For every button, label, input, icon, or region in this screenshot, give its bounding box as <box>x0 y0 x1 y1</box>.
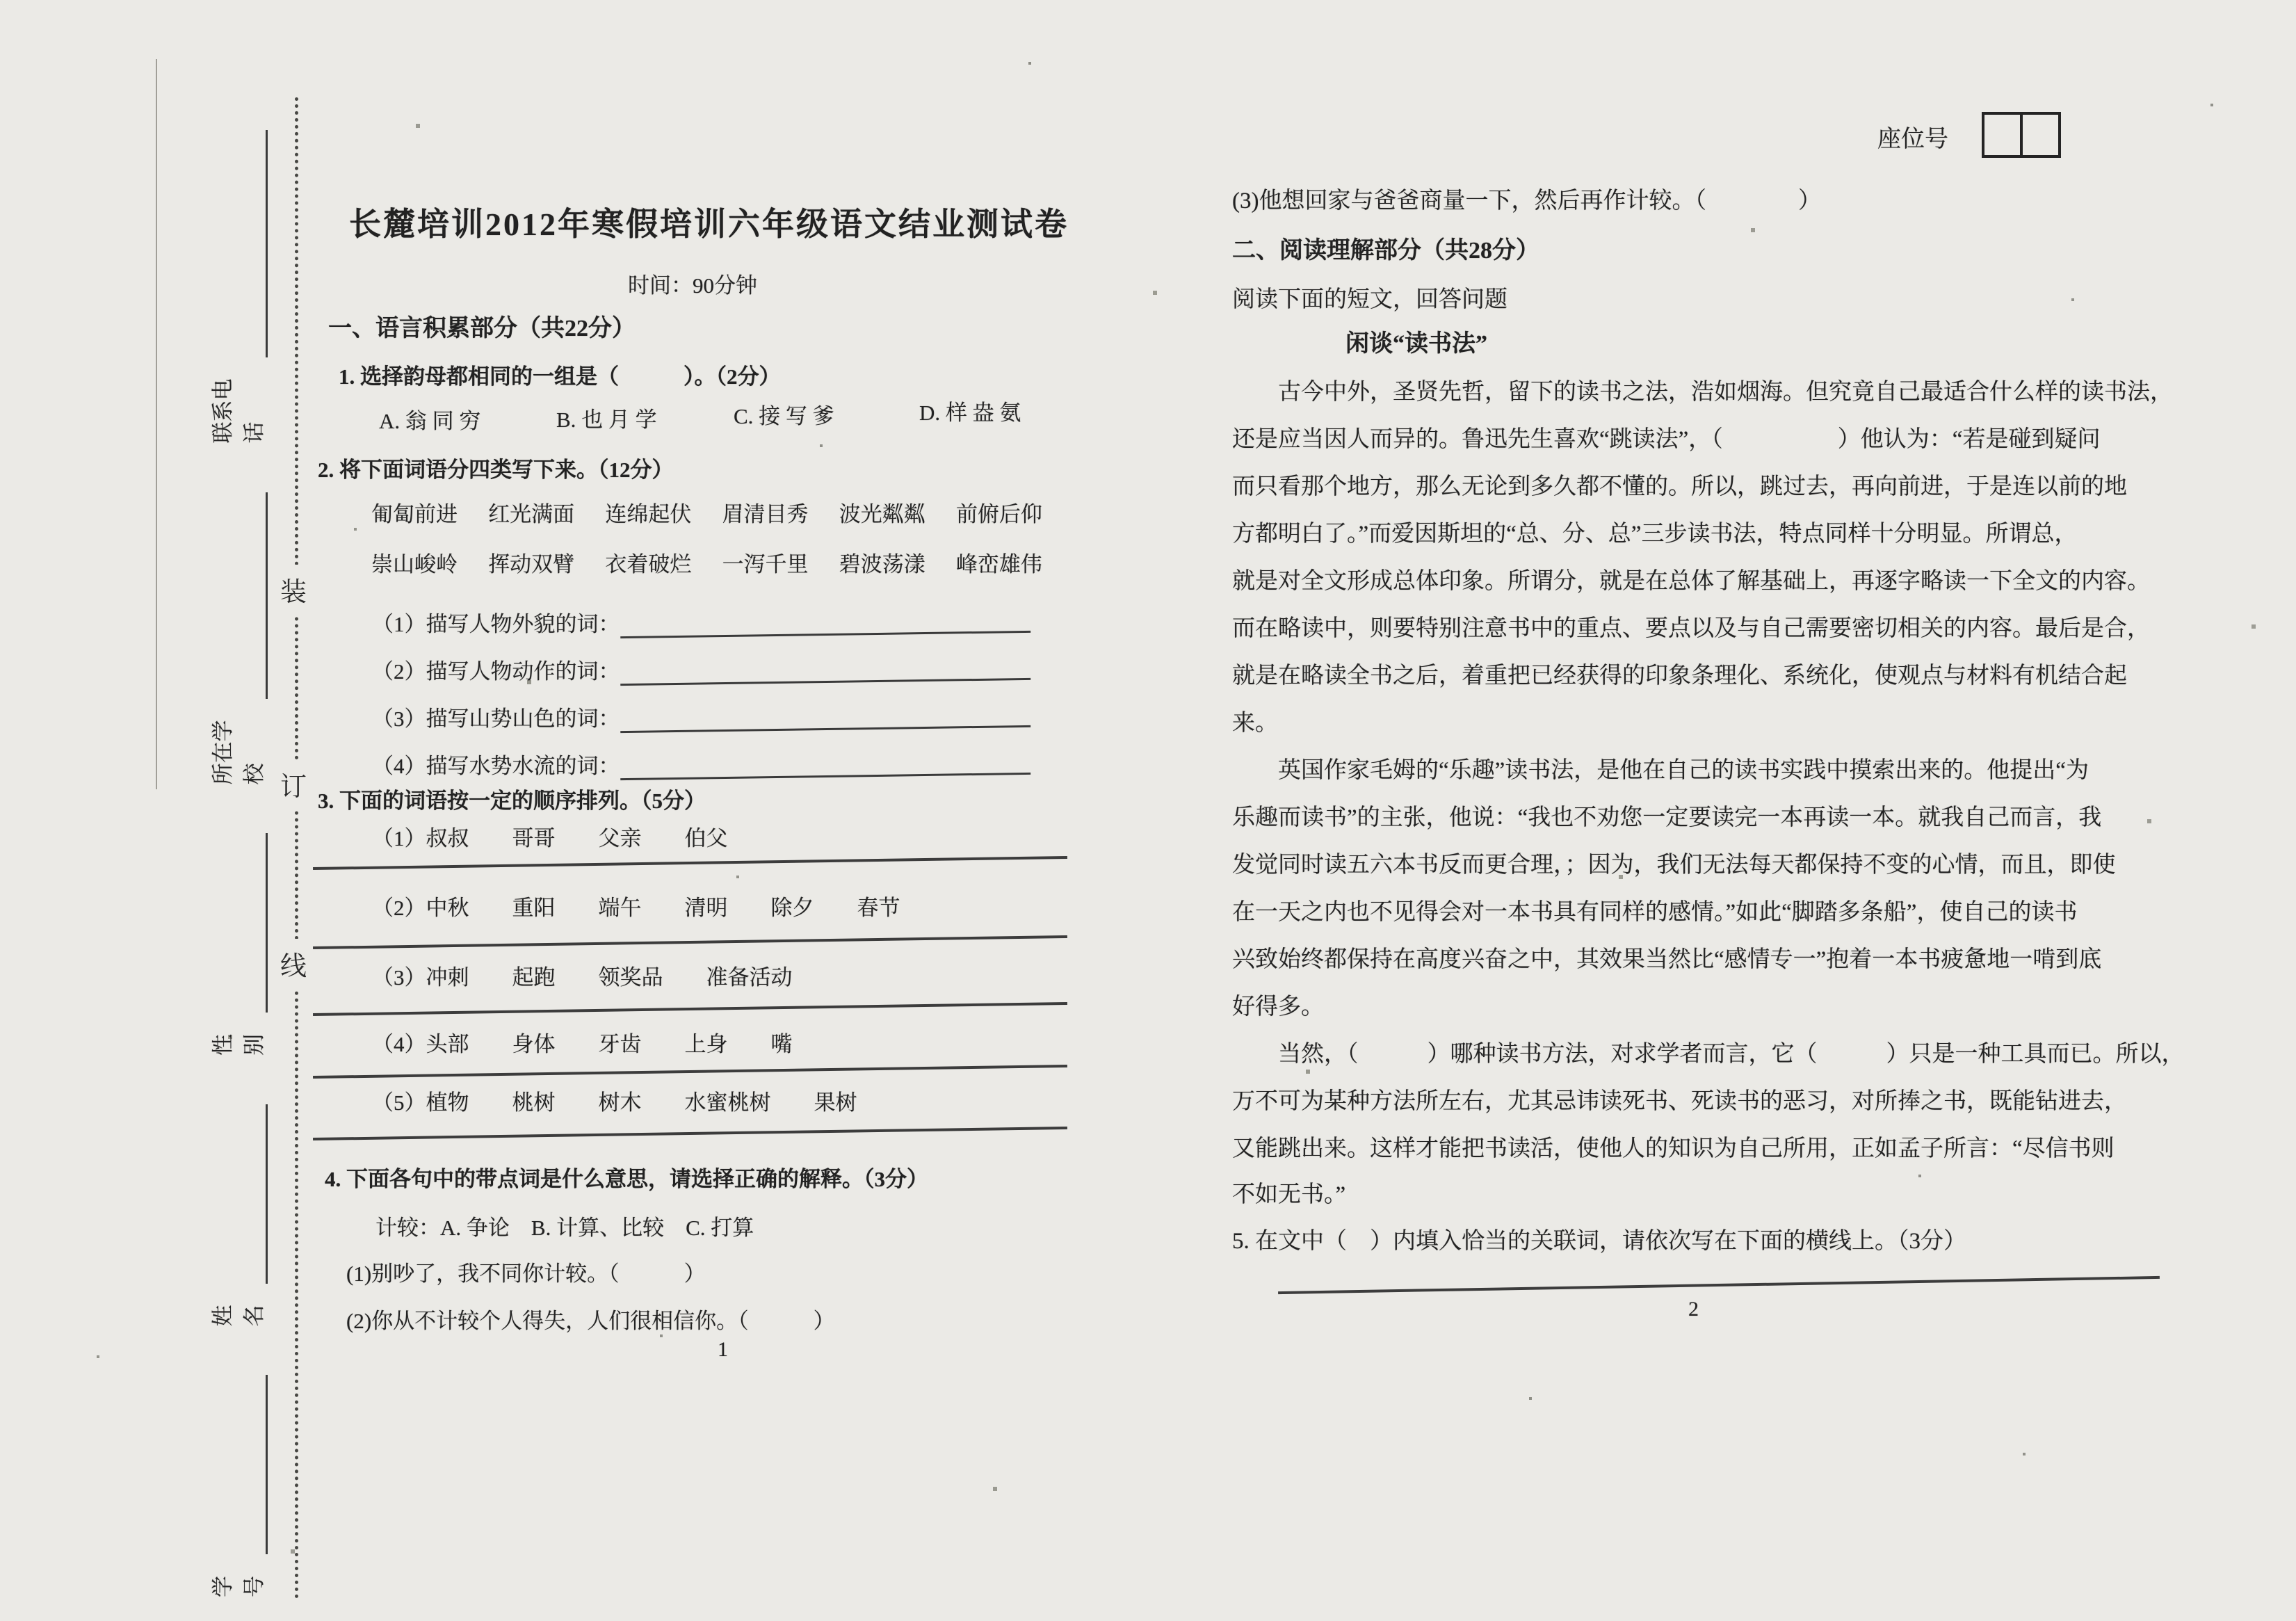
binding-dotted-line <box>295 97 298 1599</box>
q2-stem: 2. 将下面词语分四类写下来。（12分） <box>318 458 674 482</box>
passage-line: 来。 <box>1232 711 1278 736</box>
q2-category-2 <box>372 654 1030 685</box>
passage-line: 好得多。 <box>1232 994 1324 1019</box>
q5-stem: 5. 在文中（ ）内填入恰当的关联词，请依次写在下面的横线上。（3分） <box>1232 1229 1966 1254</box>
q3-stem: 3. 下面的词语按一定的顺序排列。（5分） <box>318 789 706 813</box>
q2-category-label: （1）描写人物外貌的词： <box>372 612 620 636</box>
q2-category-1 <box>372 606 1030 638</box>
student-info-strip <box>211 130 268 1597</box>
exam-duration: 时间：90分钟 <box>628 273 757 298</box>
phone-label: 联系电话 <box>211 378 266 444</box>
scan-edge-line <box>156 59 157 789</box>
q3-answer-line <box>313 1127 1067 1140</box>
q2-answer-line <box>620 607 1030 638</box>
q4-item-2: (2)你从不计较个人得失，人们很相信你。（ ） <box>346 1309 835 1333</box>
student-name-blank-line <box>242 1104 268 1284</box>
q3-item-3: （3）冲刺 起跑 领奖品 准备活动 <box>372 965 793 990</box>
passage-line: 当然，（ ）哪种读书方法，对求学者而言，它（ ）只是一种工具而已。所以， <box>1232 1042 2185 1067</box>
q2-words-row1 <box>371 497 1042 528</box>
q2-answer-line <box>620 654 1030 686</box>
seat-number-box <box>1982 112 2061 158</box>
scan-noise-speckles <box>0 0 1 1</box>
q2-word: 前俯后仰 <box>955 502 1042 526</box>
q2-word: 眉清目秀 <box>722 502 809 526</box>
phone-blank-line <box>242 130 268 358</box>
passage-line: 不如无书。” <box>1232 1182 1346 1207</box>
passage-line: 而在略读中，则要特别注意书中的重点、要点以及与自己需要密切相关的内容。最后是合， <box>1232 616 2150 641</box>
q2-category-label: （3）描写山势山色的词： <box>372 707 620 731</box>
passage-line: 方都明白了。”而爱因斯坦的“总、分、总”三步读书法，特点同样十分明显。所谓总， <box>1232 522 2078 547</box>
q3-item-2: （2）中秋 重阳 端午 清明 除夕 春节 <box>372 896 900 920</box>
q2-word: 挥动双臂 <box>488 552 575 576</box>
passage-line: 古今中外，圣贤先哲，留下的读书之法，浩如烟海。但究竟自己最适合什么样的读书法， <box>1232 380 2173 405</box>
exam-title: 长麓培训2012年寒假培训六年级语文结业测试卷 <box>349 207 1069 242</box>
passage-line: 英国作家毛姆的“乐趣”读书法，是他在自己的读书实践中摸索出来的。他提出“为 <box>1232 758 2089 783</box>
q1-option-c: C. 接 写 爹 <box>734 404 834 428</box>
gender-label: 性别 <box>211 1033 266 1056</box>
q2-word: 匍匐前进 <box>371 502 458 526</box>
passage-line: 又能跳出来。这样才能把书读活，使他人的知识为自己所用，正如孟子所言：“尽信书则 <box>1232 1136 2115 1161</box>
q3-answer-line <box>313 856 1067 870</box>
q4-stem: 4. 下面各句中的带点词是什么意思，请选择正确的解释。（3分） <box>325 1167 928 1191</box>
section2-heading: 二、阅读理解部分（共28分） <box>1232 238 1539 264</box>
q2-word: 连绵起伏 <box>605 502 692 526</box>
school-label: 所在学校 <box>211 720 266 785</box>
gender-blank-line <box>242 833 268 1013</box>
q2-word: 波光粼粼 <box>839 502 925 526</box>
passage-line: 就是对全文形成总体印象。所谓分，就是在总体了解基础上，再逐字略读一下全文的内容。 <box>1232 569 2150 594</box>
q1-stem: 1. 选择韵母都相同的一组是（ ）。（2分） <box>339 364 781 389</box>
q2-category-label: （4）描写水势水流的词： <box>372 754 620 778</box>
seat-number-cell <box>2023 115 2058 155</box>
q3-answer-line <box>313 1065 1067 1079</box>
q4-item-3: (3)他想回家与爸爸商量一下，然后再作计较。（ ） <box>1232 188 1821 213</box>
passage-line: 兴致始终都保持在高度兴奋之中，其效果当然比“感情专一”抱着一本书疲惫地一啃到底 <box>1232 947 2102 972</box>
binding-label-ding: 订 <box>279 759 308 809</box>
passage-line: 乐趣而读书”的主张，他说：“我也不劝您一定要读完一本再读一本。就我自己而言，我 <box>1232 805 2102 830</box>
q2-word: 一泻千里 <box>722 552 809 576</box>
q3-item-1: （1）叔叔 哥哥 父亲 伯父 <box>372 826 728 850</box>
passage-title: 闲谈“读书法” <box>1345 331 1487 357</box>
q3-item-5: （5）植物 桃树 树木 水蜜桃树 果树 <box>372 1090 857 1115</box>
page2-bottom-rule <box>1278 1276 2160 1294</box>
student-id-blank-line <box>242 1375 268 1554</box>
q2-category-label: （2）描写人物动作的词： <box>372 659 620 684</box>
q2-word: 崇山峻岭 <box>371 552 458 576</box>
seat-number-cell <box>1984 115 2023 155</box>
q4-word-options: 计较：A. 争论 B. 计算、比较 C. 打算 <box>375 1216 754 1240</box>
school-blank-line <box>242 492 268 700</box>
page1-number: 1 <box>718 1338 728 1361</box>
q3-answer-line <box>313 935 1067 949</box>
student-id-label: 学号 <box>211 1576 266 1597</box>
passage-line: 而只看那个地方，那么无论到多久都不懂的。所以，跳过去，再向前进，于是连以前的地 <box>1232 474 2127 499</box>
student-name-label: 姓名 <box>211 1305 266 1327</box>
passage-line: 就是在略读全书之后，着重把已经获得的印象条理化、系统化，使观点与材料有机结合起 <box>1232 663 2127 688</box>
passage-line: 还是应当因人而异的。鲁迅先生喜欢“跳读法”，（ ）他认为：“若是碰到疑问 <box>1232 427 2101 452</box>
binding-label-xian: 线 <box>279 939 308 988</box>
passage-line: 在一天之内也不见得会对一本书具有同样的感情。”如此“脚踏多条船”，使自己的读书 <box>1232 900 2078 925</box>
q2-word: 碧波荡漾 <box>839 552 925 576</box>
passage-line: 发觉同时读五六本书反而更合理，；因为，我们无法每天都保持不变的心情，而且，即使 <box>1232 853 2116 878</box>
q2-answer-line <box>620 702 1030 733</box>
q1-option-b: B. 也 月 学 <box>556 408 657 432</box>
q2-words-row2 <box>371 547 1042 578</box>
reading-instruction: 阅读下面的短文，回答问题 <box>1232 287 1507 312</box>
q2-category-3 <box>372 701 1030 732</box>
q2-word: 红光满面 <box>488 502 575 526</box>
q2-answer-line <box>620 749 1030 780</box>
seat-number-label: 座位号 <box>1877 127 1948 152</box>
q2-word: 峰峦雄伟 <box>955 552 1042 576</box>
passage-line: 万不可为某种方法所左右，尤其忌讳读死书、死读书的恶习，对所捧之书，既能钻进去， <box>1232 1089 2127 1114</box>
q2-category-4 <box>372 748 1030 780</box>
q3-item-4: （4）头部 身体 牙齿 上身 嘴 <box>372 1032 793 1056</box>
page2-number: 2 <box>1688 1298 1699 1321</box>
q1-option-d: D. 样 盎 氨 <box>919 401 1021 425</box>
q4-item-1: (1)别吵了，我不同你计较。（ ） <box>346 1261 706 1286</box>
section1-heading: 一、语言积累部分（共22分） <box>328 316 636 341</box>
binding-label-zhuang: 装 <box>279 565 308 614</box>
q3-answer-line <box>313 1002 1067 1016</box>
q1-option-a: A. 翁 同 穷 <box>379 409 481 433</box>
q2-word: 衣着破烂 <box>605 552 692 576</box>
